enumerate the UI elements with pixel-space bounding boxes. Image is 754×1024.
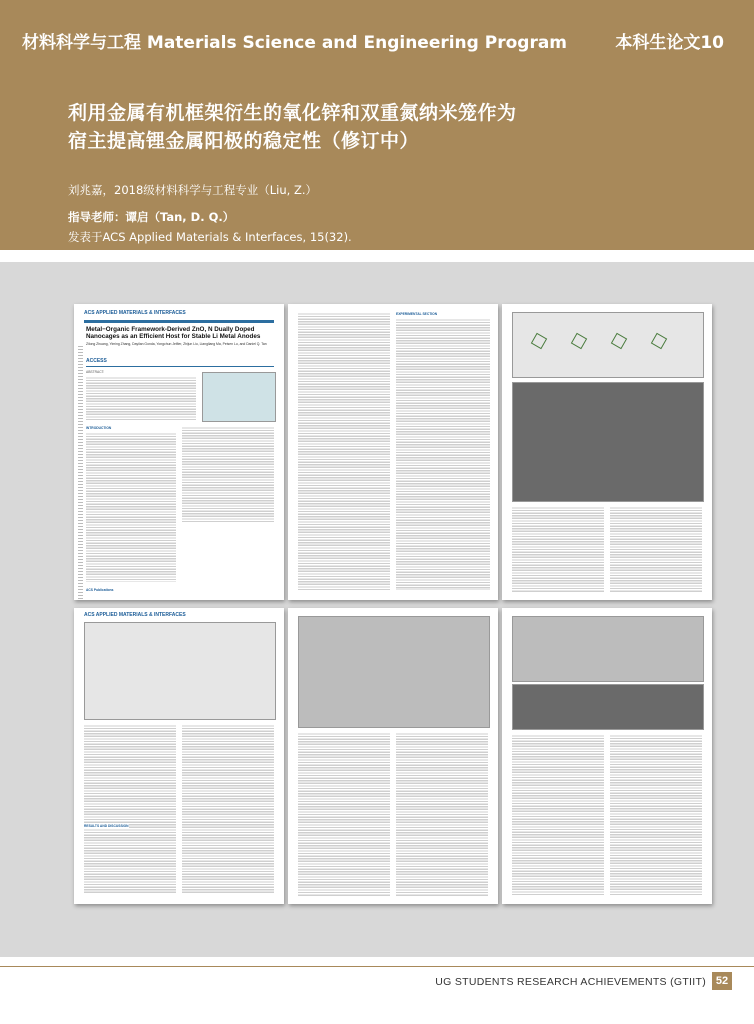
advisor-line: 指导老师：谭启（Tan, D. Q.） [68, 210, 235, 224]
abstract-text [86, 376, 196, 420]
page-side-strip [78, 344, 83, 600]
hexagon-mark [651, 333, 667, 349]
text-column-left [512, 506, 604, 592]
paper-page-3 [502, 304, 712, 600]
text-column-right [396, 732, 488, 896]
spectra-figure [84, 622, 276, 720]
electrochemistry-figure [298, 616, 490, 728]
program-header [22, 28, 736, 53]
text-column-left [512, 734, 604, 896]
text-column-left [298, 732, 390, 896]
journal-rule [84, 320, 274, 323]
access-rule [86, 366, 274, 367]
paper-title: Metal−Organic Framework-Derived ZnO, N Dually Doped Nanocages as an Efficient Host for Stable Li Metal Anodes [86, 326, 261, 340]
publication-line: 发表于ACS Applied Materials & Interfaces, 15(32). [68, 230, 352, 244]
morphology-figure [512, 684, 704, 730]
article-title-line-1: 利用金属有机框架衍生的氧化锌和双重氮纳米笼作为 [68, 102, 517, 124]
program-name: 材料科学与工程 Materials Science and Engineering Program [22, 33, 568, 53]
intro-text-left [86, 432, 176, 582]
paper-preview-panel [0, 262, 754, 957]
paper-authors: Zilong Zhuang, Yiming Zhang, Dayilan Gonda, Yongchun Jelfier, Zhijun Liu, Liangliang Ma, Peisen Lu, and Daniel Q. Tan [86, 342, 267, 346]
text-column-right [396, 318, 490, 590]
paper-page-1 [74, 304, 284, 600]
paper-page-4 [74, 608, 284, 904]
graphical-abstract [202, 372, 276, 422]
publisher-logo: ACS Publications [86, 588, 114, 592]
text-column-right [182, 724, 274, 894]
text-column-right [610, 506, 702, 592]
abstract-heading: ABSTRACT: [86, 370, 105, 374]
text-column-left [84, 724, 176, 894]
cycling-figure [512, 616, 704, 682]
sem-tem-figure [512, 382, 704, 502]
section-label: 本科生论文10 [615, 33, 724, 53]
footer-rule [0, 966, 754, 967]
journal-logo: ACS APPLIED MATERIALS & INTERFACES [84, 310, 186, 316]
hexagon-mark [611, 333, 627, 349]
intro-text-right [182, 426, 274, 522]
paper-page-2 [288, 304, 498, 600]
author-line: 刘兆嘉，2018级材料科学与工程专业（Liu, Z.） [68, 183, 317, 197]
experimental-heading: EXPERIMENTAL SECTION [396, 312, 438, 316]
text-column-right [610, 734, 702, 896]
paper-page-5 [288, 608, 498, 904]
hexagon-mark [571, 333, 587, 349]
results-heading: RESULTS AND DISCUSSION [84, 824, 129, 828]
access-label: ACCESS [86, 358, 107, 364]
text-column-left [298, 312, 390, 590]
article-title-line-2: 宿主提高锂金属阳极的稳定性（修订中） [68, 130, 420, 152]
scheme-figure [512, 312, 704, 378]
footer-label: UG STUDENTS RESEARCH ACHIEVEMENTS (GTIIT) [435, 976, 706, 988]
paper-page-6 [502, 608, 712, 904]
journal-logo-small: ACS APPLIED MATERIALS & INTERFACES [84, 612, 186, 618]
intro-heading: INTRODUCTION [86, 426, 112, 430]
page-number: 52 [712, 972, 732, 990]
hexagon-mark [531, 333, 547, 349]
